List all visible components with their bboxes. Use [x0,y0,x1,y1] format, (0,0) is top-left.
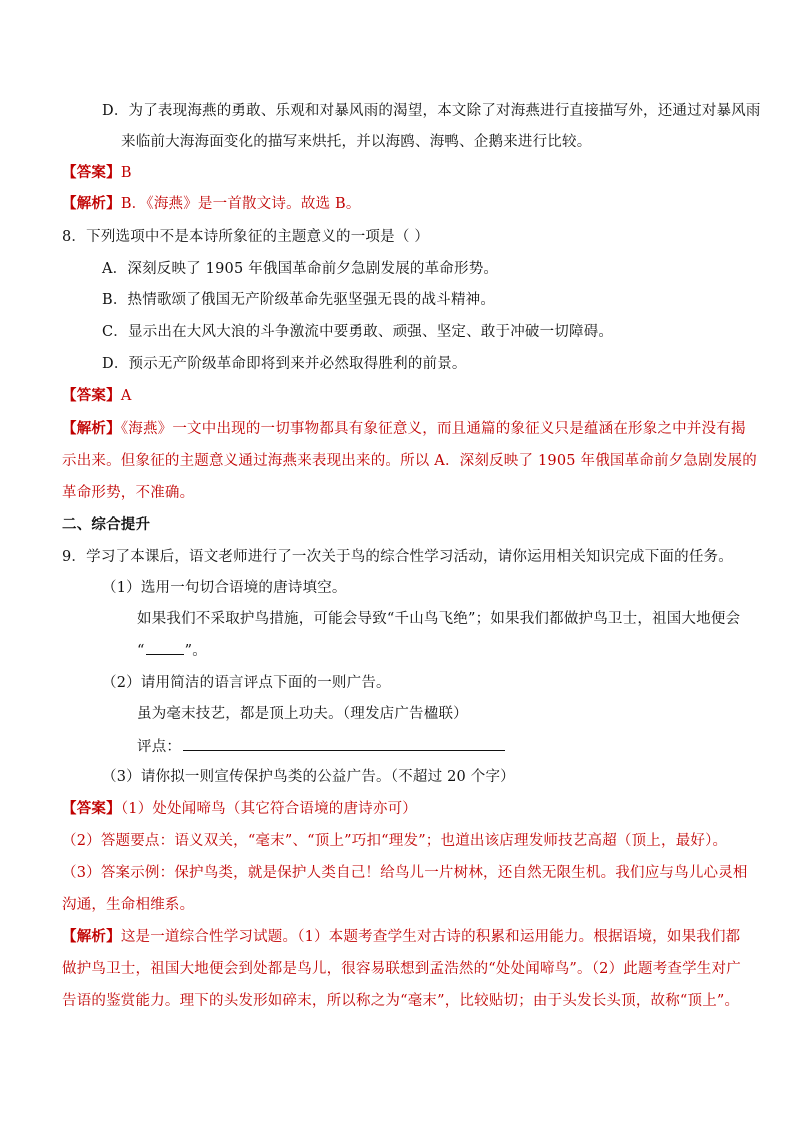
q9-analysis-line3: 告语的鉴赏能力。理下的头发形如碎末，所以称之为“毫末”，比较贴切；由于头发长头顶，故称“顶上”。 [62,993,740,1009]
answer-tag: 【答案】 [62,800,121,817]
q9-answer-line4: 沟通，生命相维系。 [62,897,195,913]
fill-blank[interactable] [146,642,184,655]
analysis-text: 这是一道综合性学习试题。（1）本题考查学生对古诗的积累和运用能力。根据语境，如果我们都 [120,929,741,945]
q9-sub2: （2）请用简洁的语言评点下面的一则广告。 [102,675,391,691]
answer-tag: 【答案】 [62,164,121,181]
q9-answer-line3: （3）答案示例：保护鸟类，就是保护人类自己！给鸟儿一片树林，还自然无限生机。我们应与鸟儿心灵相 [62,865,748,881]
q9-sub2-comment [137,736,505,757]
q8-option-c: C．显示出在大风大浪的斗争激流中要勇敢、顽强、坚定、敢于冲破一切障碍。 [102,324,614,340]
comment-blank[interactable] [183,736,505,751]
q8-analysis-line2: 示出来。但象征的主题意义通过海燕来表现出来的。所以 A．深刻反映了 1905 年俄国革命前夕急剧发展的 [62,453,757,469]
q9-sub1: （1）选用一句切合语境的唐诗填空。 [102,580,347,596]
close-quote: ”。 [184,643,207,659]
analysis-text: 《海燕》一文中出现的一切事物都具有象征意义，而且通篇的象征义只是蕴涵在形象之中并没有揭 [120,421,746,437]
q9-analysis-line2: 做护鸟卫士，祖国大地便会到处都是鸟儿，很容易联想到孟浩然的“处处闻啼鸟”。（2）此题考查学生对广 [62,961,741,977]
q9-answer-line2: （2）答题要点：语义双关，“毫末”、“顶上”巧扣“理发”；也道出该店理发师技艺高超（顶上，最好）。 [62,833,728,849]
answer-value: B [120,165,132,181]
q9-sub2-text: 虽为毫末技艺，都是顶上功夫。（理发店广告楹联） [137,706,468,722]
answer-tag: 【答案】 [62,387,121,404]
q8-analysis-line3: 革命形势，不准确。 [62,485,195,501]
open-quote: “ [137,643,145,659]
analysis-tag: 【解析】 [62,928,121,945]
q9-sub3: （3）请你拟一则宣传保护鸟类的公益广告。（不超过 20 个字） [102,769,515,785]
q9-sub1-text: 如果我们不采取护鸟措施，可能会导致“千山鸟飞绝”；如果我们都做护鸟卫士，祖国大地便会 [137,611,741,627]
q8-question: 8．下列选项中不是本诗所象征的主题意义的一项是（ ） [62,229,430,245]
q7-analysis [62,194,361,214]
analysis-text: B．《海燕》是一首散文诗。故选 B。 [120,196,361,212]
section-title: 二、综合提升 [62,516,151,533]
analysis-tag: 【解析】 [62,420,121,437]
q9-answer-line1 [62,799,417,819]
answer-value: A [120,388,132,404]
q7-option-d-line1: D．为了表现海燕的勇敢、乐观和对暴风雨的渴望，本文除了对海燕进行直接描写外，还通过对暴风雨 [102,103,761,119]
q9-question: 9．学习了本课后，语文老师进行了一次关于鸟的综合性学习活动，请你运用相关知识完成下面的任务。 [62,549,733,565]
answer-text: （1）处处闻啼鸟（其它符合语境的唐诗亦可） [120,801,417,817]
q8-answer [62,386,131,406]
q9-sub1-blank-line [137,641,207,661]
analysis-tag: 【解析】 [62,195,121,212]
q8-analysis-line1 [62,419,746,439]
comment-label: 评点： [137,739,182,755]
q8-option-b: B．热情歌颂了俄国无产阶级革命先驱坚强无畏的战斗精神。 [102,292,496,308]
q8-option-d: D．预示无产阶级革命即将到来并必然取得胜利的前景。 [102,356,467,372]
q7-answer [62,163,132,183]
q9-analysis-line1 [62,927,740,947]
q7-option-d-line2: 来临前大海海面变化的描写来烘托，并以海鸥、海鸭、企鹅来进行比较。 [121,134,592,150]
q8-option-a: A．深刻反映了 1905 年俄国革命前夕急剧发展的革命形势。 [102,261,499,277]
